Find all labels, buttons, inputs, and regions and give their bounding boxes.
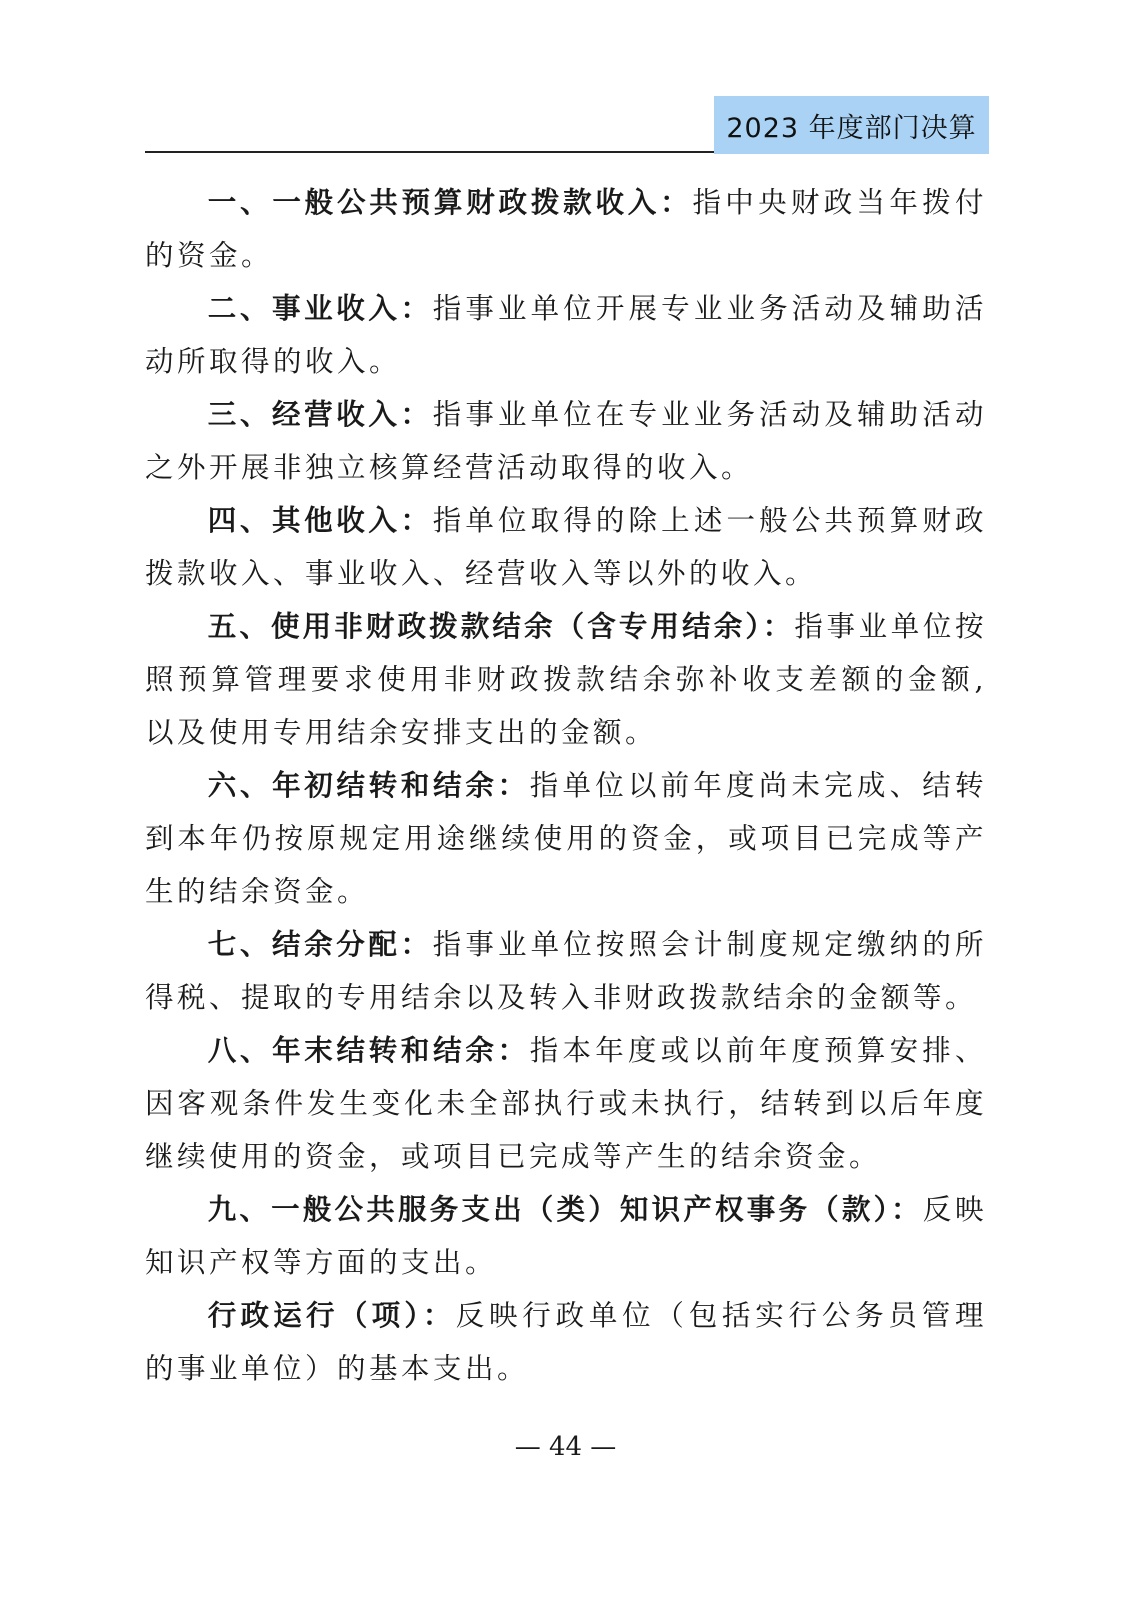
term-definition: 指事业单位开展专业业务活动及辅助活动所取得的收入。 — [145, 292, 987, 378]
term-label: 七、结余分配： — [207, 928, 433, 961]
paragraph-8 — [145, 1024, 987, 1183]
term-definition: 指本年度或以前年度预算安排、因客观条件发生变化未全部执行或未执行，结转到以后年度继续使用的资金，或项目已完成等产生的结余资金。 — [145, 1034, 987, 1173]
paragraph-2 — [145, 282, 987, 388]
paragraph-7 — [145, 918, 987, 1024]
term-definition: 反映知识产权等方面的支出。 — [145, 1193, 987, 1279]
paragraph-4 — [145, 494, 987, 600]
term-label: 四、其他收入： — [207, 504, 433, 537]
term-definition: 反映行政单位（包括实行公务员管理的事业单位）的基本支出。 — [145, 1299, 987, 1385]
term-definition: 指事业单位按照会计制度规定缴纳的所得税、提取的专用结余以及转入非财政拨款结余的金额等。 — [145, 928, 987, 1014]
page-number: — 44 — — [514, 1432, 617, 1462]
term-definition: 指事业单位按照预算管理要求使用非财政拨款结余弥补收支差额的金额,以及使用专用结余安排支出的金额。 — [145, 610, 987, 749]
term-definition: 指单位以前年度尚未完成、结转到本年仍按原规定用途继续使用的资金，或项目已完成等产生的结余资金。 — [145, 769, 987, 908]
paragraph-9 — [145, 1183, 987, 1289]
term-label: 二、事业收入： — [207, 292, 433, 325]
term-label: 五、使用非财政拨款结余（含专用结余）： — [207, 610, 795, 643]
term-definition: 指单位取得的除上述一般公共预算财政拨款收入、事业收入、经营收入等以外的收入。 — [145, 504, 987, 590]
header-badge: 2023 年度部门决算 — [714, 96, 989, 154]
term-definition: 指事业单位在专业业务活动及辅助活动之外开展非独立核算经营活动取得的收入。 — [145, 398, 987, 484]
paragraph-10 — [145, 1289, 987, 1395]
paragraph-1 — [145, 176, 987, 282]
paragraph-3 — [145, 388, 987, 494]
term-label: 六、年初结转和结余： — [207, 769, 530, 802]
term-label: 三、经营收入： — [207, 398, 433, 431]
paragraph-5 — [145, 600, 987, 759]
term-label: 九、一般公共服务支出（类）知识产权事务（款）： — [207, 1193, 923, 1226]
paragraph-6 — [145, 759, 987, 918]
document-body — [145, 176, 987, 1395]
term-label: 行政运行（项）： — [207, 1299, 456, 1332]
term-label: 一、一般公共预算财政拨款收入： — [207, 186, 693, 219]
term-label: 八、年末结转和结余： — [207, 1034, 530, 1067]
term-definition: 指中央财政当年拨付的资金。 — [145, 186, 987, 272]
